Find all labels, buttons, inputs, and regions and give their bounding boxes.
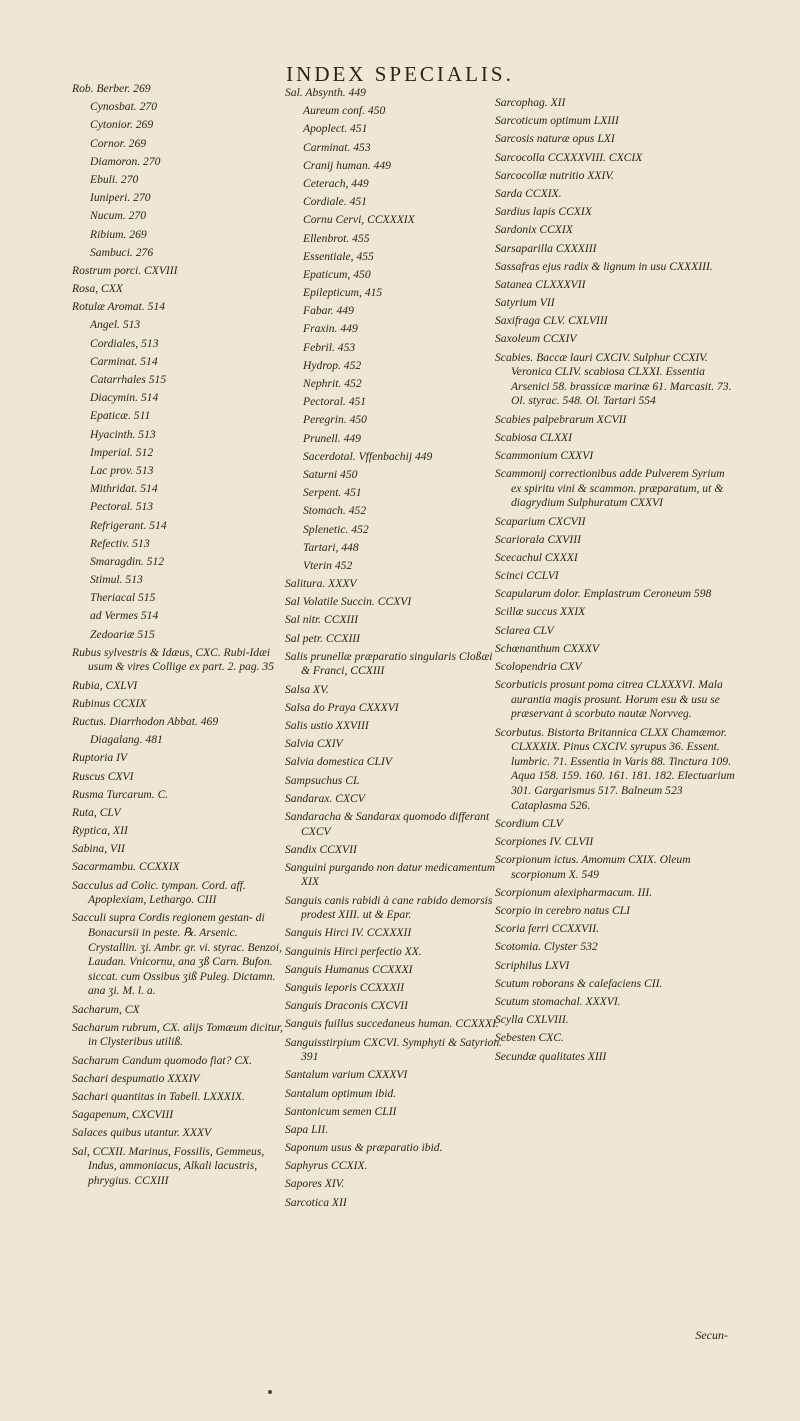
index-entry: Sanguis canis rabidi à cane rabido demorsis prodest XIII. ut & Epar. (285, 893, 493, 922)
index-entry: Catarrhales 515 (90, 373, 167, 386)
index-entry: Satanea CLXXXVII (495, 277, 586, 291)
index-entry: Santalum optimum ibid. (285, 1086, 397, 1100)
index-entry: Sardonix CCXIX (495, 223, 573, 237)
index-entry: Ryptica, XII (72, 824, 128, 838)
index-entry: Tartari, 448 (303, 540, 359, 554)
index-entry: Scammonij correctionibus adde Pulverem Syrium ex spiritu vini & scammon. præparatum, ut & diagrydium Sulphuratum CXXVI (495, 467, 725, 510)
index-entry: Santonicum semen CLII (285, 1104, 397, 1118)
index-entry: Sambuci. 276 (90, 245, 154, 259)
index-entry: Apoplect. 451 (303, 122, 368, 136)
index-entry: Sacerdotal. Vffenbachij 449 (303, 449, 433, 463)
index-entry: Scordium CLV (495, 816, 563, 830)
index-entry: Sanguini purgando non datur medicamentum XIX (285, 860, 496, 889)
index-entry: Hydrop. 452 (303, 358, 362, 372)
index-entry: Scorpionum alexipharmacum. III. (495, 885, 653, 899)
index-entry: Cornor. 269 (90, 136, 147, 150)
index-entry: Epaticæ. 511 (90, 409, 151, 423)
index-entry: Hyacinth. 513 (90, 427, 156, 441)
index-entry: Scammonium CXXVI (495, 448, 594, 462)
index-entry: Sapores XIV. (285, 1177, 345, 1191)
index-entry: Scariorala CXVIII (495, 532, 581, 546)
index-entry: Saxoleum CCXIV (495, 332, 577, 346)
index-entry: Sandaracha & Sandarax quomodo differant CXCV (285, 809, 490, 838)
index-entry: Sarcosis naturæ opus LXI (495, 132, 615, 146)
index-entry: ad Vermes 514 (90, 609, 159, 623)
index-entry: Prunell. 449 (303, 431, 361, 445)
index-entry: Rubinus CCXIX (72, 696, 147, 710)
index-entry: Fraxin. 449 (303, 322, 358, 336)
index-entry: Sachari despumatio XXXIV (72, 1071, 200, 1085)
index-entry: Saphyrus CCXIX. (285, 1159, 368, 1173)
index-entry: Sal nitr. CCXIII (285, 613, 359, 627)
index-entry: Scriphilus LXVI (495, 958, 570, 972)
index-entry: Scylla CXLVIII. (495, 1013, 569, 1027)
index-entry: Scorpiones IV. CLVII (495, 834, 594, 848)
index-entry: Stomach. 452 (303, 504, 367, 518)
index-entry: Salaces quibus utantur. XXXV (72, 1126, 212, 1140)
index-entry: Salvia domestica CLIV (285, 755, 392, 769)
index-entry: Salis prunellæ præparatio singularis Cloßæi & Franci, CCXIII (285, 649, 493, 678)
index-entry: Fabar. 449 (303, 304, 354, 318)
index-entry: Salsa do Praya CXXXVI (285, 700, 399, 714)
index-entry: Carminat. 453 (303, 140, 371, 154)
index-entry: Epaticum, 450 (303, 267, 371, 281)
index-entry: Sacculi supra Cordis regionem gestan- di Bonacursii in peste. ℞. Arsenic. Crystallin. ʒi. Ambr. gr. vi. styrac. Benzoi, Laudan. Vnicornu, ana ʒß Carn. Bufon. siccat. cum Ossibus ʒiß Puleg. Dictamn. ana ʒi. M. l. a. (72, 911, 282, 998)
index-entry: Febril. 453 (303, 340, 356, 354)
index-entry: Secundæ qualitates XIII (495, 1049, 607, 1063)
index-entry: Cordiale. 451 (303, 195, 367, 209)
index-entry: Rosa, CXX (72, 282, 123, 296)
index-entry: Sassafras ejus radix & lignum in usu CXXXIII. (495, 259, 713, 273)
ink-speck (268, 1390, 272, 1394)
index-entry: Diamoron. 270 (90, 154, 161, 168)
index-column-right (495, 96, 735, 1068)
index-entry: Serpent. 451 (303, 486, 362, 500)
index-entry: Sanguis fuillus succedaneus human. CCXXXI. (285, 1017, 499, 1031)
index-entry: Scorpio in cerebro natus CLI (495, 904, 631, 918)
index-entry: Salvia CXIV (285, 737, 343, 751)
index-entry: Mithridat. 514 (90, 482, 158, 496)
index-entry: Cornu Cervi, CCXXXIX (303, 213, 415, 227)
index-entry: Sacharum rubrum, CX. alijs Tomæum dicitur, in Clysteribus utiliß. (72, 1020, 283, 1049)
index-entry: Imperial. 512 (90, 445, 154, 459)
index-entry: Rob. Berber. 269 (72, 82, 151, 95)
index-entry: Sandix CCXVII (285, 842, 357, 856)
index-entry: Sanguis leporis CCXXXII (285, 981, 405, 994)
index-entry: Sal Volatile Succin. CCXVI (285, 595, 412, 609)
index-entry: Nucum. 270 (90, 209, 147, 223)
index-entry: Sal petr. CCXIII (285, 631, 361, 645)
index-entry: Essentiale, 455 (303, 249, 374, 263)
index-entry: Carminat. 514 (90, 354, 158, 368)
index-entry: Salsa XV. (285, 682, 329, 696)
index-entry: Pectoral. 451 (303, 395, 367, 409)
index-entry: Sarcocolla CCXXXVIII. CXCIX (495, 150, 643, 164)
index-entry: Scorbutus. Bistorta Britannica CLXX Chamæmor. CLXXXIX. Pinus CXCIV. syrupus 36. Essent. lumbric. 71. Essentia in Varis 88. Tinctura 109. Aqua 158. 159. 160. 161. 181. 182. Electuarium 301. Gargarismus 517. Balneum 523 Cataplasma 526. (495, 725, 735, 812)
index-entry: Scabies palpebrarum XCVII (495, 412, 627, 426)
index-entry: Cordiales, 513 (90, 336, 159, 350)
index-entry: Scoria ferri CCXXVII. (495, 922, 600, 936)
index-entry: Sagapenum, CXCVIII (72, 1108, 174, 1122)
index-entry: Diacymin. 514 (90, 391, 159, 405)
index-entry: Scutum roborans & calefaciens CII. (495, 976, 663, 990)
index-entry: Sarcophag. XII (495, 96, 566, 109)
index-entry: Sanguis Hirci IV. CCXXXII (285, 926, 412, 940)
index-entry: Splenetic. 452 (303, 522, 369, 536)
index-entry: Salis ustio XXVIII (285, 718, 369, 732)
index-entry: Epilepticum, 415 (303, 286, 383, 300)
index-entry: Sarda CCXIX. (495, 186, 562, 200)
index-entry: Scabies. Baccæ lauri CXCIV. Sulphur CCXIV. Veronica CLIV. scabiosa CLXXI. Essentia Arsenici 58. brassicæ marinæ 61. Marcasit. 73. Ol. styrac. 548. Ol. Tartari 554 (495, 350, 732, 408)
index-entry: Aureum conf. 450 (303, 104, 386, 118)
index-entry: Diagalang. 481 (90, 733, 163, 747)
index-entry: Theriacal 515 (90, 591, 156, 605)
index-entry: Sanguis Draconis CXCVII (285, 999, 409, 1013)
index-entry: Ruptoria IV (72, 751, 128, 765)
index-entry: Sachari quantitas in Tabell. LXXXIX. (72, 1089, 245, 1103)
index-entry: Scotomia. Clyster 532 (495, 940, 598, 954)
index-entry: Sandarax. CXCV (285, 791, 365, 805)
index-entry: Schœnanthum CXXXV (495, 641, 600, 655)
index-entry: Sanguinis Hirci perfectio XX. (285, 944, 422, 958)
index-entry: Rubia, CXLVI (72, 678, 138, 692)
index-entry: Satyrium VII (495, 296, 555, 310)
index-entry: Saxifraga CLV. CXLVIII (495, 314, 608, 328)
index-entry: Sampsuchus CL (285, 773, 360, 787)
index-entry: Sal, CCXII. Marinus, Fossilis, Gemmeus, Indus, ammoniacus, Alkali lacustris, phrygius. CCXIII (72, 1144, 265, 1187)
index-entry: Saturni 450 (303, 467, 358, 481)
index-column-middle (285, 86, 503, 1214)
index-entry: Scutum stomachal. XXXVI. (495, 995, 621, 1009)
index-entry: Rubus sylvestris & Idæus, CXC. Rubi-Idæi usum & vires Collige ex part. 2. pag. 35 (72, 645, 275, 674)
index-entry: Rotulæ Aromat. 514 (72, 300, 166, 314)
index-entry: Sanguisstirpium CXCVI. Symphyti & Satyrion. 391 (285, 1035, 503, 1064)
index-entry: Sarcoticum optimum LXIII (495, 114, 619, 128)
index-entry: Ructus. Diarrhodon Abbat. 469 (72, 714, 219, 728)
index-entry: Angel. 513 (90, 318, 141, 332)
index-entry: Sacharum, CX (72, 1002, 140, 1016)
index-entry: Cynosbat. 270 (90, 100, 157, 114)
index-entry: Refrigerant. 514 (90, 518, 167, 532)
index-entry: Rostrum porci. CXVIII (72, 263, 178, 277)
index-column-left (72, 82, 287, 1192)
index-entry: Iuniperi. 270 (90, 191, 151, 205)
index-entry: Sacarmambu. CCXXIX (72, 860, 180, 874)
index-entry: Scecachul CXXXI (495, 550, 578, 564)
index-entry: Santalum varium CXXXVI (285, 1068, 408, 1082)
index-entry: Sanguis Humanus CCXXXI (285, 962, 413, 976)
index-entry: Saponum usus & præparatio ibid. (285, 1141, 443, 1155)
index-entry: Ceterach, 449 (303, 176, 369, 190)
index-entry: Salitura. XXXV (285, 577, 357, 591)
index-entry: Nephrit. 452 (303, 377, 362, 390)
index-entry: Sacculus ad Colic. tympan. Cord. aff. Apoplexiam, Lethargo. CIII (72, 878, 246, 907)
catchword: Secun- (695, 1328, 728, 1342)
index-entry: Ruscus CXVI (72, 769, 134, 783)
index-entry: Sacharum Candum quomodo fiat? CX. (72, 1053, 253, 1067)
index-entry: Scabiosa CLXXI (495, 430, 572, 444)
index-entry: Sarsaparilla CXXXIII (495, 241, 597, 255)
index-entry: Lac prov. 513 (90, 463, 154, 477)
index-entry: Smaragdin. 512 (90, 554, 165, 568)
index-entry: Sal. Absynth. 449 (285, 86, 366, 99)
index-entry: Rusma Turcarum. C. (72, 787, 169, 801)
index-entry: Pectoral. 513 (90, 500, 154, 514)
index-entry: Ellenbrot. 455 (303, 231, 370, 245)
index-entry: Sapa LII. (285, 1122, 329, 1136)
index-entry: Scapularum dolor. Emplastrum Ceroneum 598 (495, 587, 712, 601)
index-entry: Scolopendria CXV (495, 660, 582, 674)
index-entry: Sebesten CXC. (495, 1031, 564, 1045)
index-entry: Scorpionum ictus. Amomum CXIX. Oleum scorpionum X. 549 (495, 853, 691, 881)
index-entry: Stimul. 513 (90, 573, 143, 587)
index-entry: Cytonior. 269 (90, 118, 154, 132)
index-entry: Scillæ succus XXIX (495, 605, 586, 619)
page-heading: INDEX SPECIALIS. (286, 62, 514, 86)
index-entry: Scorbuticis prosunt poma citrea CLXXXVI. Mala aurantia magis prosunt. Horum esu & usu se præservant à scorbuto nautæ Norvveg. (495, 678, 723, 721)
index-entry: Ribium. 269 (90, 227, 147, 241)
index-entry: Sclarea CLV (495, 623, 554, 637)
index-entry: Ruta, CLV (72, 805, 121, 819)
index-entry: Sarcotica XII (285, 1195, 347, 1209)
index-entry: Peregrin. 450 (303, 413, 367, 427)
index-entry: Ebuli. 270 (90, 172, 139, 186)
index-entry: Sarcocollæ nutritio XXIV. (495, 168, 614, 182)
index-entry: Scinci CCLVI (495, 569, 559, 583)
index-entry: Scaparium CXCVII (495, 514, 586, 528)
index-entry: Vterin 452 (303, 558, 353, 572)
index-entry: Refectiv. 513 (90, 536, 150, 550)
index-entry: Zedoariæ 515 (90, 627, 155, 641)
index-entry: Sardius lapis CCXIX (495, 205, 592, 219)
index-entry: Cranij human. 449 (303, 158, 391, 172)
index-entry: Sabina, VII (72, 842, 125, 856)
